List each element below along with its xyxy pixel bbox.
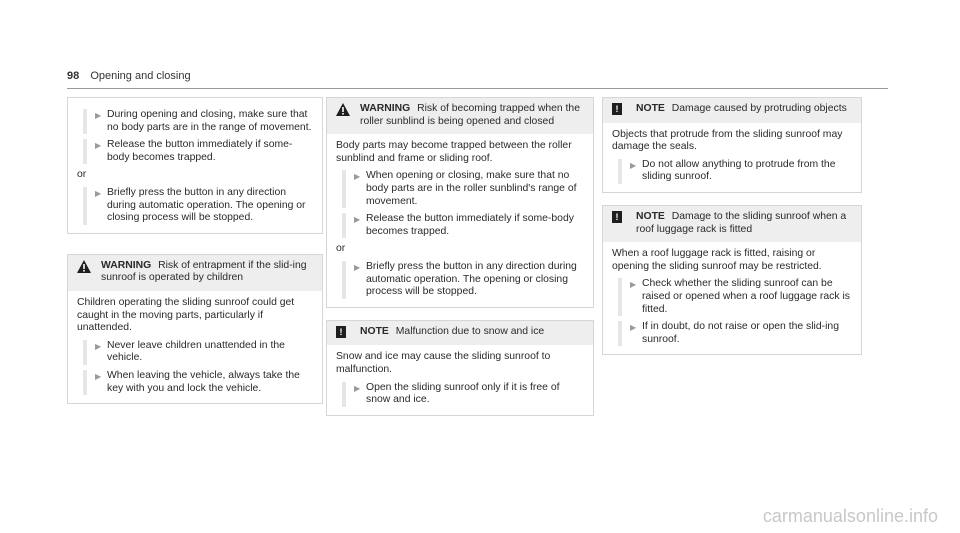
section-title: Opening and closing: [90, 70, 191, 82]
step-arrow-icon: ▶: [630, 280, 637, 290]
step-arrow-icon: ▶: [354, 172, 361, 182]
column-3: [602, 97, 862, 367]
note-box: [602, 205, 862, 355]
warning-header: [327, 98, 593, 134]
step-arrow-icon: ▶: [95, 188, 102, 198]
warning-body: Children operating the sliding sunroof could get caught in the moving parts, particularly if unattended.: [77, 296, 295, 334]
page-number: 98: [67, 70, 80, 82]
warning-heading: Risk of entrapment if the slid-ing sunroof is operated by children: [101, 259, 307, 284]
note-header: [603, 206, 861, 242]
step-item: [77, 187, 313, 225]
step-text: If in doubt, do not raise or open the slid-ing sunroof.: [642, 321, 839, 345]
step-text: When leaving the vehicle, always take the key with you and lock the vehicle.: [107, 369, 300, 394]
instruction-box: [67, 97, 323, 234]
step-bar: [83, 139, 87, 164]
step-text: Briefly press the button in any direction during automatic operation. The opening or closing process will be stopped.: [366, 260, 577, 298]
step-bar: [618, 159, 622, 184]
step-item: [336, 170, 584, 208]
note-body: When a roof luggage rack is fitted, raising or opening the sliding sunroof may be restricted.: [612, 248, 822, 272]
step-item: [77, 139, 313, 164]
step-text: When opening or closing, make sure that no body parts are in the roller sunblind's range of movement.: [366, 170, 577, 207]
step-text: Check whether the sliding sunroof can be raised or opened when a roof luggage rack is fitted.: [642, 278, 850, 315]
step-text: Do not allow anything to protrude from the sliding sunroof.: [642, 158, 836, 183]
note-body: Objects that protrude from the sliding sunroof may damage the seals.: [612, 128, 843, 153]
watermark: carmanualsonline.info: [762, 506, 938, 526]
step-item: [612, 321, 852, 346]
step-item: [612, 159, 852, 184]
note-exclamation-icon: !: [612, 103, 622, 115]
note-exclamation-icon: !: [336, 326, 346, 338]
step-bar: [342, 213, 346, 238]
warning-triangle-icon: [77, 260, 95, 285]
warning-box: [326, 97, 594, 308]
step-arrow-icon: ▶: [630, 323, 637, 333]
warning-header: [68, 255, 322, 291]
step-item: [336, 213, 584, 238]
note-header: [603, 98, 861, 123]
note-heading: Malfunction due to snow and ice: [395, 325, 545, 337]
step-text: Open the sliding sunroof only if it is free of snow and ice.: [366, 381, 560, 406]
step-item: [336, 382, 584, 407]
column-2: [326, 97, 594, 428]
step-arrow-icon: ▶: [630, 160, 637, 170]
warning-heading: Risk of becoming trapped when the roller sunblind is being opened and closed: [360, 103, 580, 127]
step-text: Briefly press the button in any direction during automatic operation. The opening or closing process will be stopped.: [107, 186, 306, 224]
warning-label: WARNING: [101, 259, 152, 271]
step-bar: [83, 109, 87, 134]
step-bar: [83, 370, 87, 395]
step-text: Release the button immediately if some-body becomes trapped.: [107, 139, 293, 163]
step-bar: [618, 321, 622, 346]
note-box: [326, 320, 594, 416]
step-bar: [342, 382, 346, 407]
warning-box: [67, 254, 323, 404]
step-bar: [83, 187, 87, 225]
header-divider: [67, 88, 888, 89]
step-bar: [83, 340, 87, 365]
note-header: [327, 321, 593, 346]
note-label: NOTE: [360, 325, 389, 337]
note-heading: Damage to the sliding sunroof when a roof luggage rack is fitted: [636, 210, 847, 235]
step-arrow-icon: ▶: [354, 215, 361, 225]
step-text: Never leave children unattended in the vehicle.: [107, 339, 285, 364]
step-arrow-icon: ▶: [95, 341, 102, 351]
note-box: [602, 97, 862, 193]
step-item: [336, 261, 584, 299]
step-arrow-icon: ▶: [354, 262, 361, 272]
step-item: [77, 109, 313, 134]
column-1: [67, 97, 323, 416]
warning-body: Body parts may become trapped between the roller sunblind and frame or sliding roof.: [336, 140, 572, 164]
note-label: NOTE: [636, 103, 665, 114]
step-item: [77, 370, 313, 395]
or-separator: or: [77, 169, 87, 181]
note-heading: Damage caused by protruding objects: [671, 103, 847, 114]
step-item: [612, 278, 852, 316]
or-separator: or: [336, 243, 346, 255]
step-arrow-icon: ▶: [354, 383, 361, 393]
warning-triangle-icon: [336, 103, 354, 128]
warning-label: WARNING: [360, 103, 411, 114]
step-item: [77, 340, 313, 365]
step-bar: [342, 261, 346, 299]
step-bar: [618, 278, 622, 316]
page-header: [67, 70, 191, 82]
step-text: Release the button immediately if some-body becomes trapped.: [366, 213, 574, 237]
step-arrow-icon: ▶: [95, 371, 102, 381]
step-bar: [342, 170, 346, 208]
note-exclamation-icon: !: [612, 211, 622, 223]
step-text: During opening and closing, make sure that no body parts are in the range of movement.: [107, 109, 312, 133]
note-body: Snow and ice may cause the sliding sunroof to malfunction.: [336, 351, 551, 375]
step-arrow-icon: ▶: [95, 141, 102, 151]
step-arrow-icon: ▶: [95, 111, 102, 120]
note-label: NOTE: [636, 210, 665, 222]
